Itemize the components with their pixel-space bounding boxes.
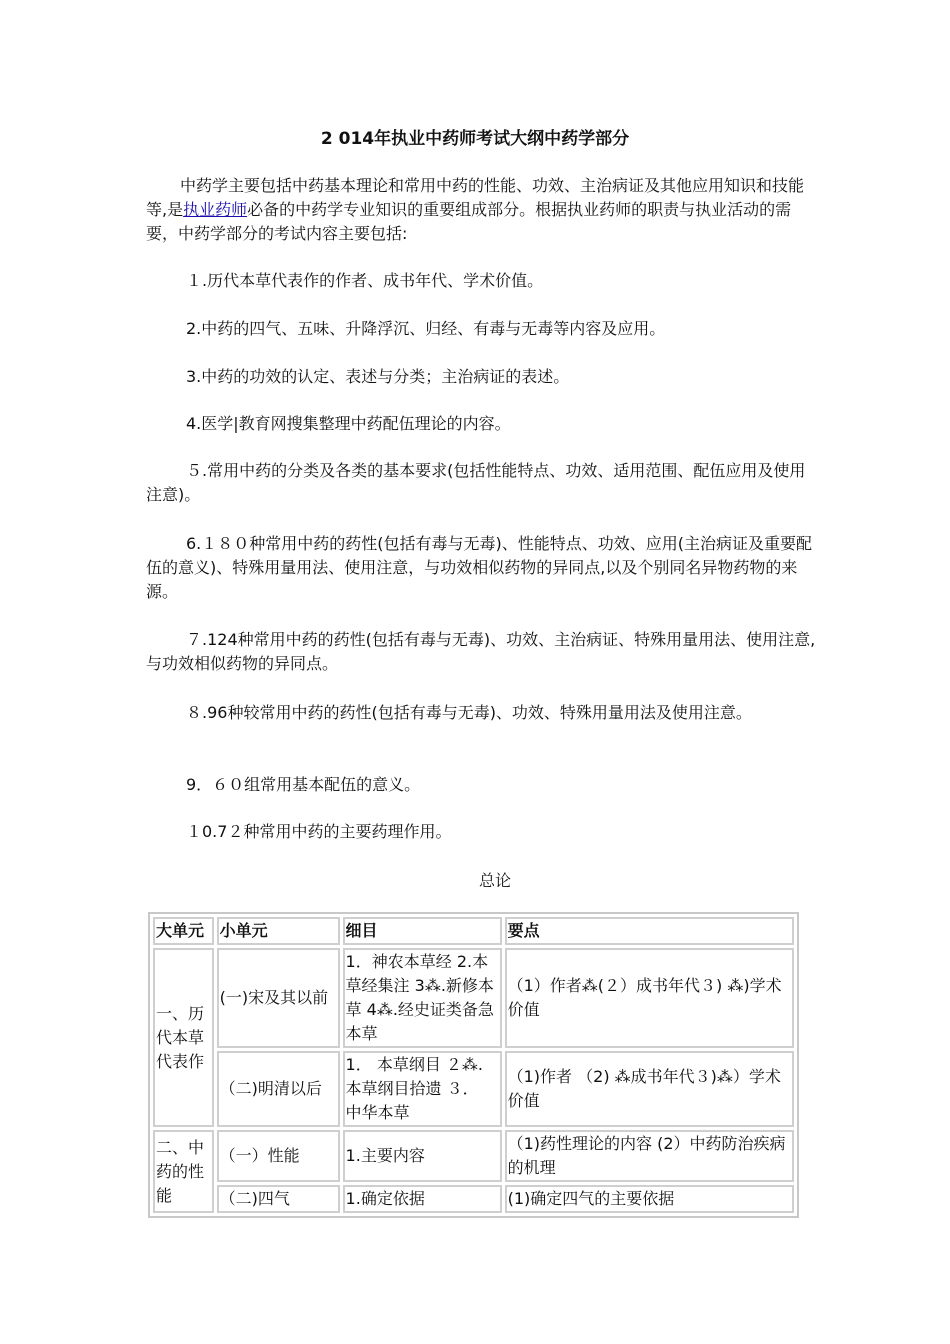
table-row bbox=[153, 1051, 794, 1127]
outline-item-5: ５.常用中药的分类及各类的基本要求(包括性能特点、功效、适用范围、配伍应用及使用注意)。 bbox=[146, 461, 806, 504]
outline-item-6: 6.１８０种常用中药的药性(包括有毒与无毒)、性能特点、功效、应用(主治病证及重要配伍的意义)、特殊用量用法、使用注意，与功效相似药物的异同点,以及个别同名异物药物的来源。 bbox=[146, 534, 812, 601]
table-header-row bbox=[153, 917, 794, 945]
minor-unit-cell: (一)宋及其以前 bbox=[217, 948, 340, 1048]
header-minor-unit: 小单元 bbox=[217, 917, 340, 945]
outline-item-2: 2.中药的四气、五味、升降浮沉、归经、有毒与无毒等内容及应用。 bbox=[186, 319, 666, 338]
table-row bbox=[153, 1130, 794, 1182]
outline-item-9: 9．６０组常用基本配伍的意义。 bbox=[186, 775, 421, 794]
detail-cell: 1．神农本草经 2.本草经集注 3⁂.新修本草 4⁂.经史证类备急本草 bbox=[343, 948, 502, 1048]
outline-item-10: １0.7２种常用中药的主要药理作用。 bbox=[186, 822, 452, 841]
key-points-cell: （1)药性理论的内容 (2）中药防治疾病的机理 bbox=[505, 1130, 794, 1182]
outline-item-4: 4.医学|教育网搜集整理中药配伍理论的内容。 bbox=[186, 414, 511, 433]
minor-unit-cell: （二)明清以后 bbox=[217, 1051, 340, 1127]
header-major-unit: 大单元 bbox=[153, 917, 214, 945]
link-licensed-pharmacist[interactable]: 执业药师 bbox=[183, 200, 248, 219]
key-points-cell: （1)作者 （2) ⁂成书年代３)⁂）学术价值 bbox=[505, 1051, 794, 1127]
section-title: 总论 bbox=[478, 871, 511, 890]
table-row bbox=[153, 948, 794, 1048]
outline-item-3: 3.中药的功效的认定、表述与分类；主治病证的表述。 bbox=[186, 367, 570, 386]
outline-item-1: １.历代本草代表作的作者、成书年代、学术价值。 bbox=[186, 271, 544, 290]
document-title: 2 014年执业中药师考试大纲中药学部分 bbox=[320, 129, 630, 149]
detail-cell: 1.确定依据 bbox=[343, 1185, 502, 1213]
minor-unit-cell: （二)四气 bbox=[217, 1185, 340, 1213]
intro-paragraph bbox=[146, 174, 816, 246]
detail-cell: 1.主要内容 bbox=[343, 1130, 502, 1182]
key-points-cell: (1)确定四气的主要依据 bbox=[505, 1185, 794, 1213]
outline-item-8: ８.96种较常用中药的药性(包括有毒与无毒)、功效、特殊用量用法及使用注意。 bbox=[186, 703, 752, 722]
header-key-points: 要点 bbox=[505, 917, 794, 945]
minor-unit-cell: （一）性能 bbox=[217, 1130, 340, 1182]
syllabus-table bbox=[148, 912, 799, 1218]
major-unit-cell: 二、中药的性能 bbox=[153, 1130, 214, 1213]
intro-text-after: 必备的中药学专业知识的重要组成部分。根据执业药师的职责与执业活动的需要，中药学部分的考试内容主要包括: bbox=[146, 200, 792, 243]
major-unit-cell: 一、历代本草代表作 bbox=[153, 948, 214, 1127]
table-row bbox=[153, 1185, 794, 1213]
intro-text-before: 中药学主要包括中药基本理论和常用中药的性能、功效、主治病证及其他应用知识和技能等,是 bbox=[146, 176, 805, 219]
header-detail: 细目 bbox=[343, 917, 502, 945]
outline-item-7: ７.124种常用中药的药性(包括有毒与无毒)、功效、主治病证、特殊用量用法、使用注意,与功效相似药物的异同点。 bbox=[146, 630, 816, 673]
key-points-cell: （1）作者⁂(２）成书年代３) ⁂)学术价值 bbox=[505, 948, 794, 1048]
detail-cell: 1． 本草纲目 ２⁂. 本草纲目拾遗 ３． 中华本草 bbox=[343, 1051, 502, 1127]
